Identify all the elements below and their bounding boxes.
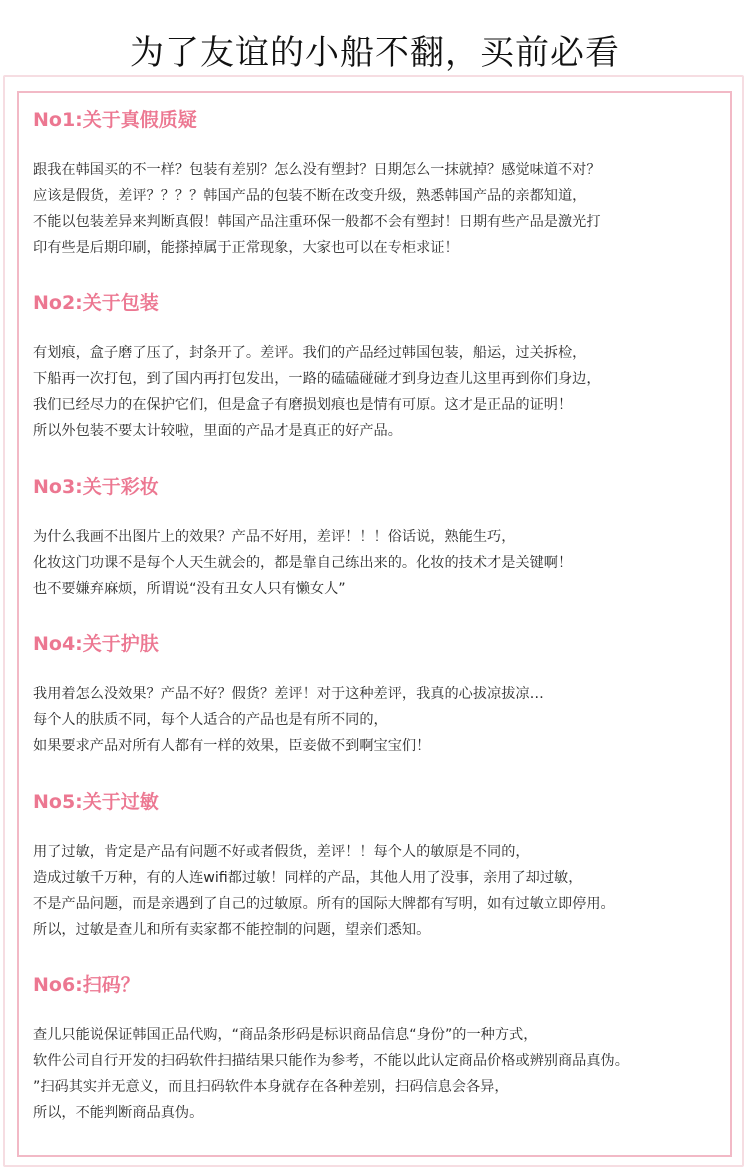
- section-heading: No1:关于真假质疑: [33, 109, 197, 131]
- page-title: 为了友谊的小船不翻，买前必看: [130, 33, 620, 73]
- section-heading: No6:扫码？: [33, 974, 140, 996]
- text-line: 如果要求产品对所有人都有一样的效果，臣妾做不到啊宝宝们！: [33, 738, 431, 754]
- section-body: [33, 340, 733, 444]
- section-skincare: [33, 631, 733, 759]
- text-line: 也不要嫌弃麻烦，所谓说“没有丑女人只有懒女人”: [33, 581, 346, 597]
- text-line: 应该是假货，差评？？？？韩国产品的包装不断在改变升级，熟悉韩国产品的亲都知道，: [33, 188, 587, 204]
- text-line: 我们已经尽力的在保护它们，但是盒子有磨损划痕也是情有可原。这才是正品的证明！: [33, 397, 573, 413]
- text-line: 用了过敏，肯定是产品有问题不好或者假货，差评！！每个人的敏原是不同的，: [33, 844, 530, 860]
- text-line: 每个人的肤质不同，每个人适合的产品也是有所不同的，: [33, 712, 388, 728]
- text-line: 不是产品问题，而是亲遇到了自己的过敏原。所有的国际大牌都有写明，如有过敏立即停用。: [33, 896, 615, 912]
- text-line: 化妆这门功课不是每个人天生就会的，都是靠自己练出来的。化妆的技术才是关键啊！: [33, 555, 573, 571]
- section-body: [33, 524, 733, 602]
- section-body: [33, 157, 733, 261]
- text-line: 所以，过敏是查儿和所有卖家都不能控制的问题，望亲们悉知。: [33, 922, 431, 938]
- section-heading: No3:关于彩妆: [33, 476, 159, 498]
- text-line: 有划痕，盒子磨了压了，封条开了。差评。我们的产品经过韩国包装，船运，过关拆检，: [33, 345, 587, 361]
- text-line: 印有些是后期印刷，能搽掉属于正常现象，大家也可以在专柜求证！: [33, 240, 459, 256]
- section-body: [33, 839, 733, 943]
- text-line: 所以外包装不要太计较啦，里面的产品才是真正的好产品。: [33, 423, 402, 439]
- text-line: 查儿只能说保证韩国正品代购，“商品条形码是标识商品信息“身份”的一种方式，: [33, 1027, 538, 1043]
- text-line: 下船再一次打包，到了国内再打包发出，一路的磕磕碰碰才到身边查儿这里再到你们身边，: [33, 371, 601, 387]
- section-allergy: [33, 789, 733, 943]
- text-line: 造成过敏千万种，有的人连wifi都过敏！同样的产品，其他人用了没事，亲用了却过敏，: [33, 870, 583, 886]
- text-line: 软件公司自行开发的扫码软件扫描结果只能作为参考，不能以此认定商品价格或辨别商品真伪。: [33, 1053, 629, 1069]
- text-line: ”扫码其实并无意义，而且扫码软件本身就存在各种差别，扫码信息会各异，: [33, 1079, 509, 1095]
- section-authenticity: [33, 107, 733, 261]
- section-heading: No5:关于过敏: [33, 791, 159, 813]
- text-line: 我用着怎么没效果？产品不好？假货？差评！对于这种差评，我真的心拔凉拔凉…: [33, 686, 544, 702]
- section-heading: No4:关于护肤: [33, 633, 159, 655]
- section-body: [33, 681, 733, 759]
- text-line: 为什么我画不出图片上的效果？产品不好用，差评！！！俗话说，熟能生巧，: [33, 529, 516, 545]
- section-body: [33, 1022, 733, 1126]
- section-barcode-scan: [33, 972, 733, 1126]
- text-line: 所以，不能判断商品真伪。: [33, 1105, 204, 1121]
- text-line: 不能以包装差异来判断真假！韩国产品注重环保一般都不会有塑封！日期有些产品是激光打: [33, 214, 601, 230]
- section-heading: No2:关于包装: [33, 292, 159, 314]
- section-packaging: [33, 290, 733, 444]
- text-line: 跟我在韩国买的不一样？包装有差别？怎么没有塑封？日期怎么一抹就掉？感觉味道不对？: [33, 162, 601, 178]
- section-makeup: [33, 474, 733, 602]
